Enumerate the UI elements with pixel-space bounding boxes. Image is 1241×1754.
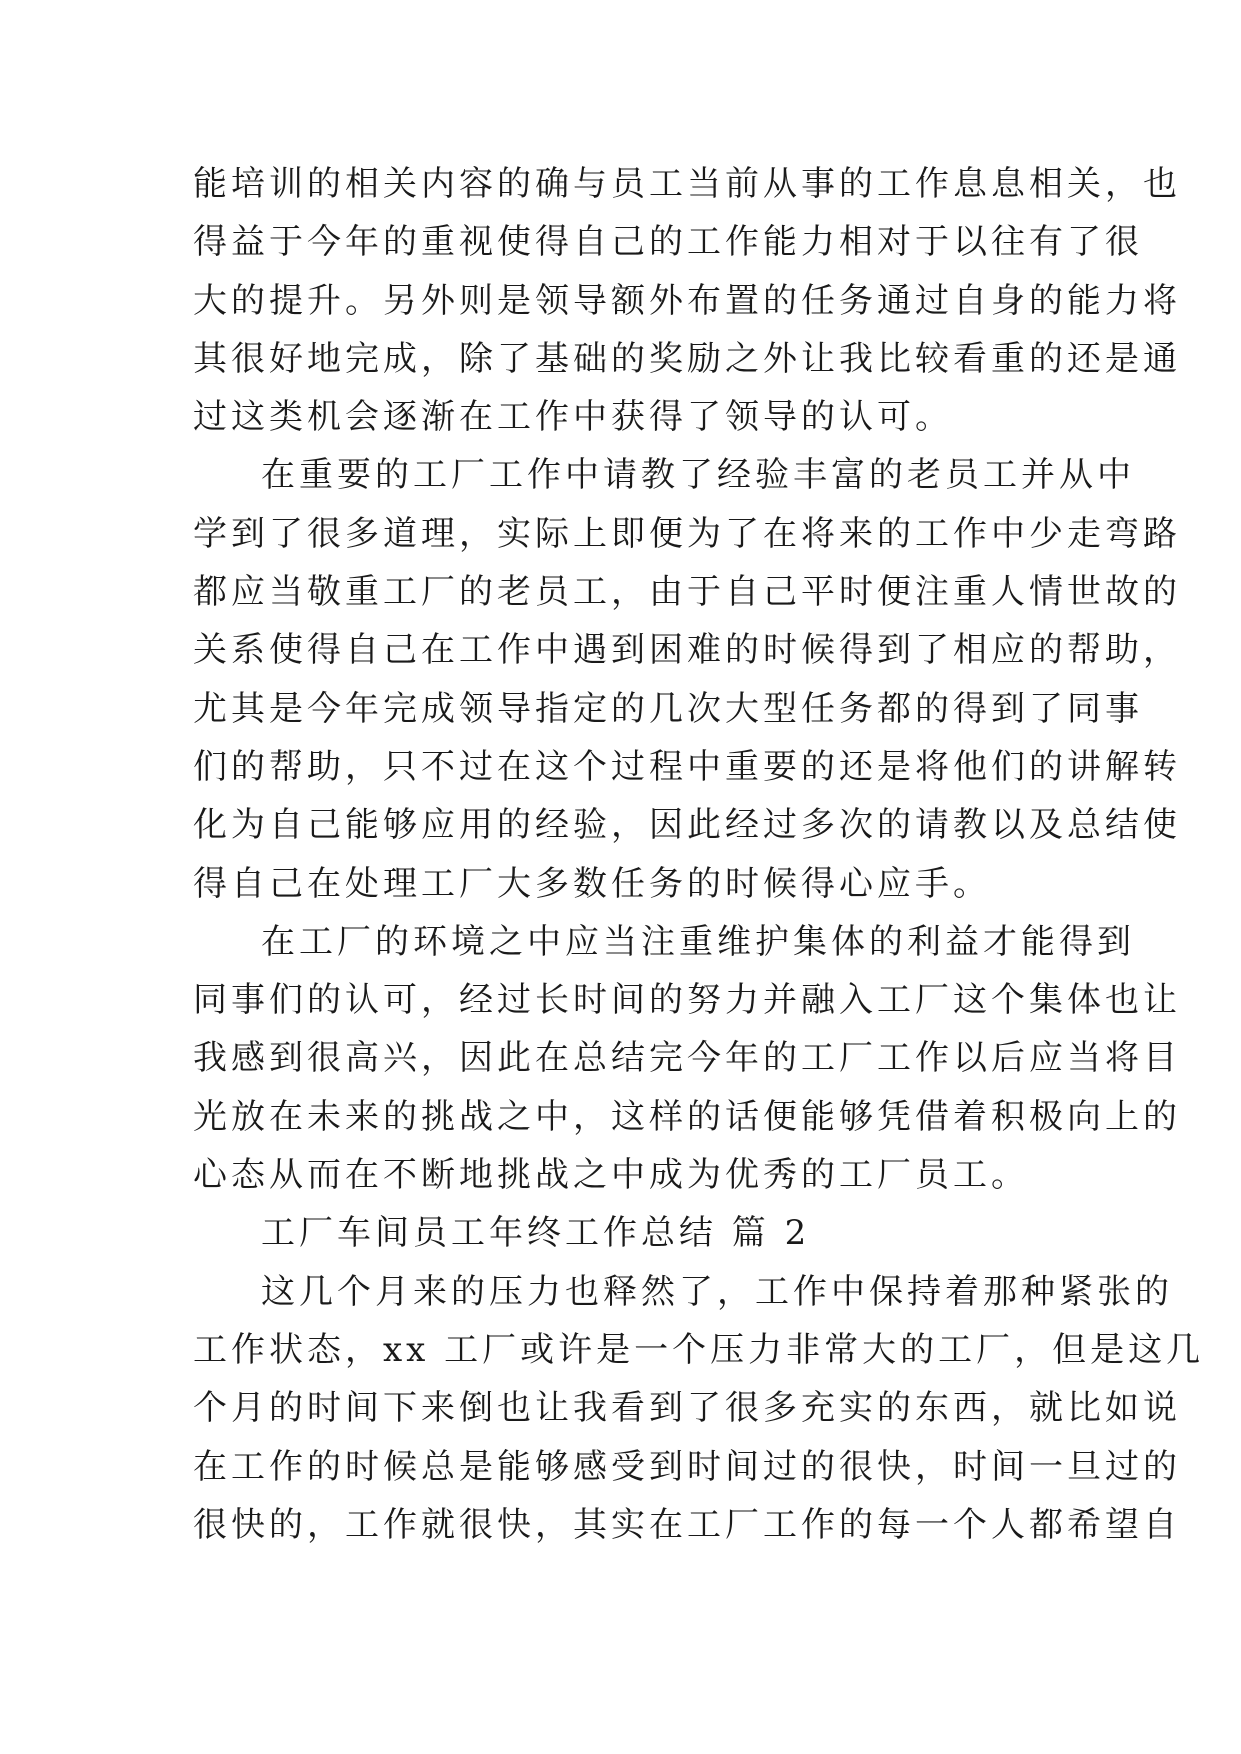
text-line: 大的提升。另外则是领导额外布置的任务通过自身的能力将: [193, 280, 1181, 321]
text-line: 光放在未来的挑战之中，这样的话便能够凭借着积极向上的: [193, 1096, 1181, 1137]
text-line: 过这类机会逐渐在工作中获得了领导的认可。: [193, 397, 953, 438]
paragraph-start-line: 工厂车间员工年终工作总结 篇 2: [261, 1213, 811, 1254]
text-line: 都应当敬重工厂的老员工，由于自己平时便注重人情世故的: [193, 572, 1181, 613]
paragraph-start-line: 这几个月来的压力也释然了，工作中保持着那种紧张的: [261, 1271, 1173, 1312]
text-line: 尤其是今年完成领导指定的几次大型任务都的得到了同事: [193, 688, 1143, 729]
text-line: 心态从而在不断地挑战之中成为优秀的工厂员工。: [193, 1155, 1029, 1196]
paragraph-start-line: 在工厂的环境之中应当注重维护集体的利益才能得到: [261, 921, 1135, 962]
paragraph-start-line: 在重要的工厂工作中请教了经验丰富的老员工并从中: [261, 455, 1135, 496]
text-line: 我感到很高兴，因此在总结完今年的工厂工作以后应当将目: [193, 1038, 1181, 1079]
text-line: 化为自己能够应用的经验，因此经过多次的请教以及总结使: [193, 805, 1181, 846]
text-line: 很快的，工作就很快，其实在工厂工作的每一个人都希望自: [193, 1504, 1181, 1545]
text-line: 同事们的认可，经过长时间的努力并融入工厂这个集体也让: [193, 980, 1181, 1021]
text-line: 得自己在处理工厂大多数任务的时候得心应手。: [193, 863, 991, 904]
text-line: 学到了很多道理，实际上即便为了在将来的工作中少走弯路: [193, 513, 1181, 554]
text-line: 其很好地完成，除了基础的奖励之外让我比较看重的还是通: [193, 338, 1181, 379]
text-line: 关系使得自己在工作中遇到困难的时候得到了相应的帮助，: [193, 630, 1181, 671]
document-body: [193, 155, 1205, 1554]
text-line: 能培训的相关内容的确与员工当前从事的工作息息相关，也: [193, 164, 1181, 204]
text-line: 个月的时间下来倒也让我看到了很多充实的东西，就比如说: [193, 1388, 1181, 1429]
text-line: 们的帮助，只不过在这个过程中重要的还是将他们的讲解转: [193, 746, 1181, 787]
text-line: 在工作的时候总是能够感受到时间过的很快，时间一旦过的: [193, 1446, 1181, 1487]
text-line: 工作状态，xx 工厂或许是一个压力非常大的工厂，但是这几: [193, 1329, 1205, 1370]
text-line: 得益于今年的重视使得自己的工作能力相对于以往有了很: [193, 222, 1143, 263]
